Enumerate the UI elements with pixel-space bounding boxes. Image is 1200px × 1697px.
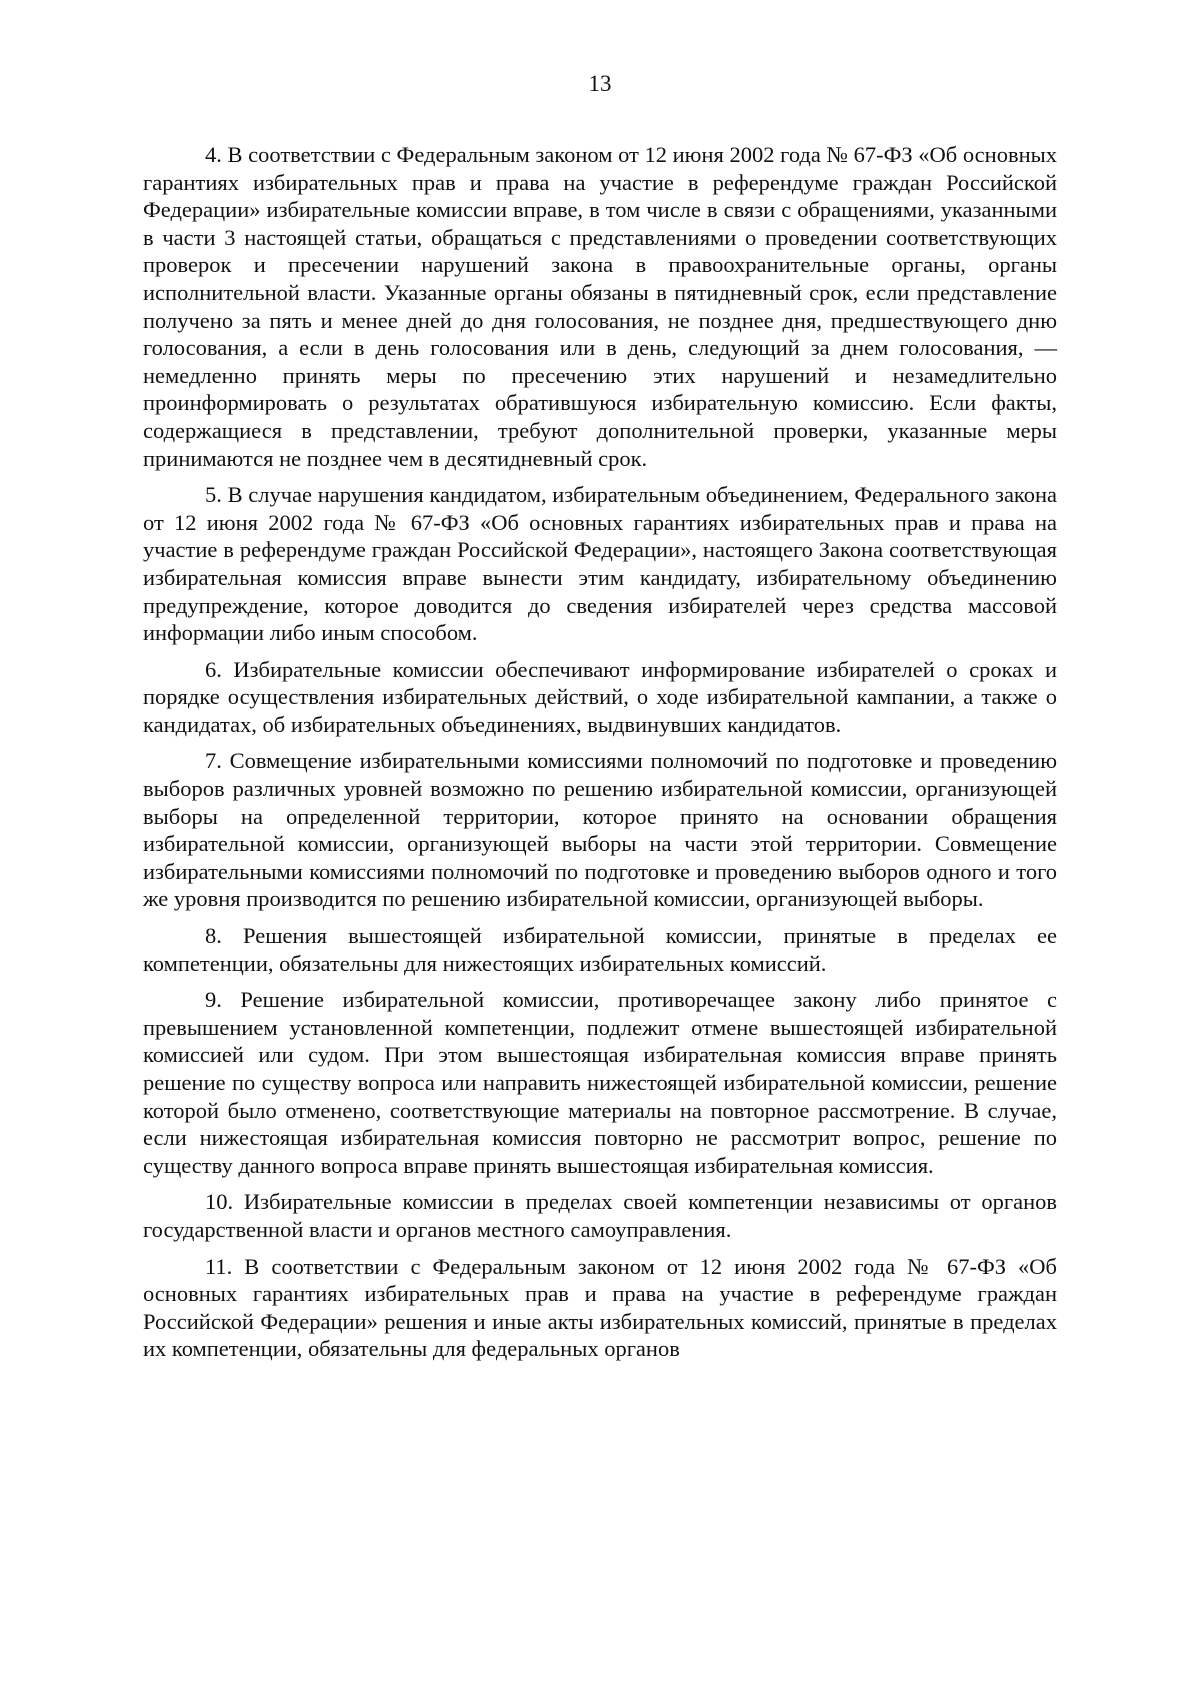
paragraph-6: 6. Избирательные комиссии обеспечивают информирование избирателей о сроках и порядке осуществления избирательных действий, о ходе избирательной кампании, а также о кандидатах, об избирательных объединениях, выдвинувших кандидатов. [143,656,1057,737]
document-body [143,141,1057,1372]
paragraph-5: 5. В случае нарушения кандидатом, избирательным объединением, Федерального закона от 12 июня 2002 года № 67-ФЗ «Об основных гарантиях избирательных прав и права на участие в референдуме граждан Российской Федерации», настоящего Закона соответствующая избирательная комиссия вправе вынести этим кандидату, избирательному объединению предупреждение, которое доводится до сведения избирателей через средства массовой информации либо иным способом. [143,482,1057,646]
paragraph-8: 8. Решения вышестоящей избирательной комиссии, принятые в пределах ее компетенции, обязательны для нижестоящих избирательных комиссий. [143,923,1057,976]
paragraph-7: 7. Совмещение избирательными комиссиями полномочий по подготовке и проведению выборов различных уровней возможно по решению избирательной комиссии, организующей выборы на определенной территории, которое принято на основании обращения избирательной комиссии, организующей выборы на части этой территории. Совмещение избирательными комиссиями полномочий по подготовке и проведению выборов одного и того же уровня производится по решению избирательной комиссии, организующей выборы. [143,748,1057,912]
paragraph-10: 10. Избирательные комиссии в пределах своей компетенции независимы от органов государственной власти и органов местного самоуправления. [143,1189,1057,1242]
page-number: 13 [588,71,612,96]
paragraph-4: 4. В соответствии с Федеральным законом от 12 июня 2002 года № 67-ФЗ «Об основных гарантиях избирательных прав и права на участие в референдуме граждан Российской Федерации» избирательные комиссии вправе, в том числе в связи с обращениями, указанными в части 3 настоящей статьи, обращаться с представлениями о проведении соответствующих проверок и пресечении нарушений закона в правоохранительные органы, органы исполнительной власти. Указанные органы обязаны в пятидневный срок, если представление получено за пять и менее дней до дня голосования, не позднее дня, предшествующего дню голосования, а если в день голосования или в день, следующий за днем голосования, — немедленно принять меры по пресечению этих нарушений и незамедлительно проинформировать о результатах обратившуюся избирательную комиссию. Если факты, содержащиеся в представлении, требуют дополнительной проверки, указанные меры принимаются не позднее чем в десятидневный срок. [143,142,1057,471]
paragraph-9: 9. Решение избирательной комиссии, противоречащее закону либо принятое с превышением установленной компетенции, подлежит отмене вышестоящей избирательной комиссией или судом. При этом вышестоящая избирательная комиссия вправе принять решение по существу вопроса или направить нижестоящей избирательной комиссии, решение которой было отменено, соответствующие материалы на повторное рассмотрение. В случае, если нижестоящая избирательная комиссия повторно не рассмотрит вопрос, решение по существу данного вопроса вправе принять вышестоящая избирательная комиссия. [143,987,1057,1178]
paragraph-11: 11. В соответствии с Федеральным законом от 12 июня 2002 года № 67-ФЗ «Об основных гарантиях избирательных прав и права на участие в референдуме граждан Российской Федерации» решения и иные акты избирательных комиссий, принятые в пределах их компетенции, обязательны для федеральных органов [143,1253,1057,1362]
